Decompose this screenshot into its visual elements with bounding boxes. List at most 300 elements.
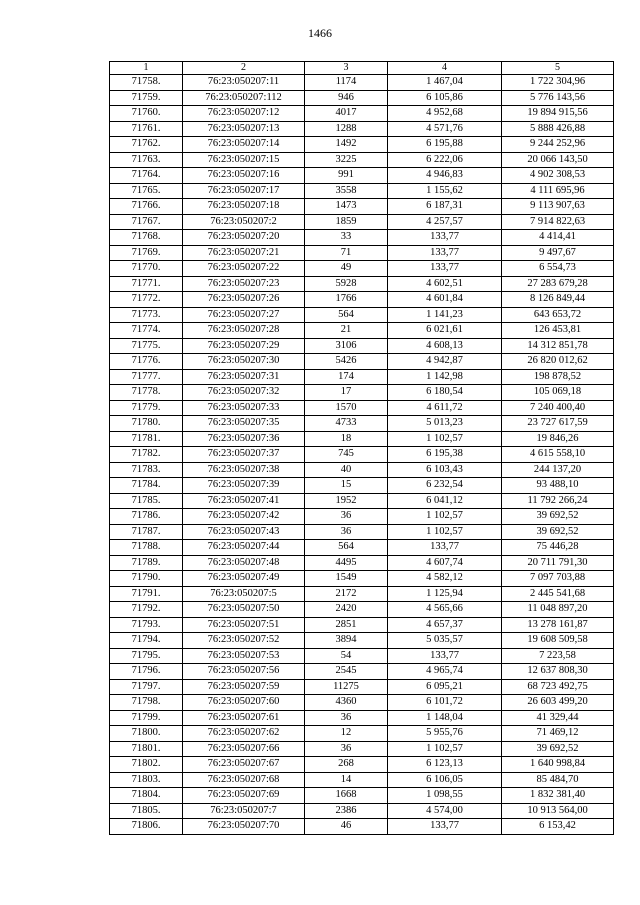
row-number-cell: 71768.: [110, 230, 183, 246]
area-cell: 71: [305, 245, 388, 261]
area-cell: 11275: [305, 679, 388, 695]
table-row: [110, 555, 614, 571]
table-row: [110, 137, 614, 153]
specific-value-cell: 4 582,12: [388, 571, 502, 587]
table-row: [110, 772, 614, 788]
table-row: [110, 586, 614, 602]
row-number-cell: 71788.: [110, 540, 183, 556]
cadastral-number-cell: 76:23:050207:31: [183, 369, 305, 385]
specific-value-cell: 4 574,00: [388, 803, 502, 819]
table-row: [110, 819, 614, 835]
cadastral-value-cell: 9 497,67: [502, 245, 614, 261]
cadastral-number-cell: 76:23:050207:52: [183, 633, 305, 649]
specific-value-cell: 133,77: [388, 261, 502, 277]
cadastral-number-cell: 76:23:050207:17: [183, 183, 305, 199]
cadastral-number-cell: 76:23:050207:21: [183, 245, 305, 261]
table-row: [110, 757, 614, 773]
area-cell: 1473: [305, 199, 388, 215]
specific-value-cell: 133,77: [388, 540, 502, 556]
cadastral-value-cell: 39 692,52: [502, 741, 614, 757]
table-row: [110, 803, 614, 819]
table-row: [110, 152, 614, 168]
specific-value-cell: 6 095,21: [388, 679, 502, 695]
cadastral-value-cell: 19 608 509,58: [502, 633, 614, 649]
row-number-cell: 71780.: [110, 416, 183, 432]
row-number-cell: 71758.: [110, 75, 183, 91]
area-cell: 40: [305, 462, 388, 478]
cadastral-value-cell: 7 240 400,40: [502, 400, 614, 416]
column-header-2: 2: [183, 62, 305, 75]
cadastral-number-cell: 76:23:050207:7: [183, 803, 305, 819]
cadastral-value-cell: 23 727 617,59: [502, 416, 614, 432]
cadastral-value-cell: 6 153,42: [502, 819, 614, 835]
specific-value-cell: 4 601,84: [388, 292, 502, 308]
area-cell: 4017: [305, 106, 388, 122]
row-number-cell: 71794.: [110, 633, 183, 649]
table-row: [110, 710, 614, 726]
table-row: [110, 509, 614, 525]
table-row: [110, 338, 614, 354]
specific-value-cell: 4 608,13: [388, 338, 502, 354]
row-number-cell: 71770.: [110, 261, 183, 277]
cadastral-value-cell: 7 914 822,63: [502, 214, 614, 230]
cadastral-number-cell: 76:23:050207:22: [183, 261, 305, 277]
specific-value-cell: 133,77: [388, 648, 502, 664]
area-cell: 2172: [305, 586, 388, 602]
cadastral-value-cell: 26 820 012,62: [502, 354, 614, 370]
specific-value-cell: 1 125,94: [388, 586, 502, 602]
specific-value-cell: 6 101,72: [388, 695, 502, 711]
row-number-cell: 71779.: [110, 400, 183, 416]
cadastral-value-cell: 7 223,58: [502, 648, 614, 664]
page-number: 1466: [308, 26, 332, 40]
area-cell: 1174: [305, 75, 388, 91]
cadastral-value-cell: 11 048 897,20: [502, 602, 614, 618]
specific-value-cell: 6 195,88: [388, 137, 502, 153]
cadastral-value-cell: 11 792 266,24: [502, 493, 614, 509]
area-cell: 5928: [305, 276, 388, 292]
area-cell: 564: [305, 307, 388, 323]
cadastral-value-cell: 5 776 143,56: [502, 90, 614, 106]
table-row: [110, 323, 614, 339]
specific-value-cell: 1 155,62: [388, 183, 502, 199]
cadastral-value-cell: 4 902 308,53: [502, 168, 614, 184]
table-row: [110, 524, 614, 540]
cadastral-number-cell: 76:23:050207:70: [183, 819, 305, 835]
cadastral-value-cell: 12 637 808,30: [502, 664, 614, 680]
area-cell: 4360: [305, 695, 388, 711]
cadastral-number-cell: 76:23:050207:20: [183, 230, 305, 246]
area-cell: 1492: [305, 137, 388, 153]
table-row: [110, 75, 614, 91]
area-cell: 2851: [305, 617, 388, 633]
table-body: [110, 75, 614, 835]
specific-value-cell: 4 602,51: [388, 276, 502, 292]
cadastral-number-cell: 76:23:050207:49: [183, 571, 305, 587]
cadastral-value-cell: 26 603 499,20: [502, 695, 614, 711]
table-row: [110, 493, 614, 509]
table-row: [110, 276, 614, 292]
area-cell: 4495: [305, 555, 388, 571]
cadastral-value-cell: 68 723 492,75: [502, 679, 614, 695]
cadastral-number-cell: 76:23:050207:41: [183, 493, 305, 509]
area-cell: 3225: [305, 152, 388, 168]
area-cell: 2420: [305, 602, 388, 618]
cadastral-value-cell: 244 137,20: [502, 462, 614, 478]
specific-value-cell: 4 965,74: [388, 664, 502, 680]
specific-value-cell: 4 611,72: [388, 400, 502, 416]
area-cell: 36: [305, 741, 388, 757]
table-row: [110, 617, 614, 633]
cadastral-value-cell: 4 414,41: [502, 230, 614, 246]
cadastral-number-cell: 76:23:050207:38: [183, 462, 305, 478]
row-number-cell: 71796.: [110, 664, 183, 680]
row-number-cell: 71761.: [110, 121, 183, 137]
cadastral-value-cell: 8 126 849,44: [502, 292, 614, 308]
cadastral-value-cell: 105 069,18: [502, 385, 614, 401]
row-number-cell: 71795.: [110, 648, 183, 664]
area-cell: 268: [305, 757, 388, 773]
cadastral-value-cell: 1 832 381,40: [502, 788, 614, 804]
row-number-cell: 71785.: [110, 493, 183, 509]
row-number-cell: 71769.: [110, 245, 183, 261]
specific-value-cell: 6 187,31: [388, 199, 502, 215]
row-number-cell: 71800.: [110, 726, 183, 742]
specific-value-cell: 6 021,61: [388, 323, 502, 339]
cadastral-number-cell: 76:23:050207:15: [183, 152, 305, 168]
row-number-cell: 71806.: [110, 819, 183, 835]
cadastral-number-cell: 76:23:050207:51: [183, 617, 305, 633]
cadastral-number-cell: 76:23:050207:5: [183, 586, 305, 602]
area-cell: 12: [305, 726, 388, 742]
cadastral-number-cell: 76:23:050207:61: [183, 710, 305, 726]
table-row: [110, 726, 614, 742]
area-cell: 3894: [305, 633, 388, 649]
specific-value-cell: 5 013,23: [388, 416, 502, 432]
row-number-cell: 71771.: [110, 276, 183, 292]
row-number-cell: 71782.: [110, 447, 183, 463]
specific-value-cell: 1 098,55: [388, 788, 502, 804]
row-number-cell: 71775.: [110, 338, 183, 354]
row-number-cell: 71760.: [110, 106, 183, 122]
cadastral-number-cell: 76:23:050207:43: [183, 524, 305, 540]
row-number-cell: 71803.: [110, 772, 183, 788]
cadastral-number-cell: 76:23:050207:18: [183, 199, 305, 215]
area-cell: 36: [305, 710, 388, 726]
cadastral-value-cell: 27 283 679,28: [502, 276, 614, 292]
cadastral-value-cell: 13 278 161,87: [502, 617, 614, 633]
cadastral-value-cell: 4 111 695,96: [502, 183, 614, 199]
cadastral-number-cell: 76:23:050207:33: [183, 400, 305, 416]
table-row: [110, 602, 614, 618]
area-cell: 2386: [305, 803, 388, 819]
table-row: [110, 679, 614, 695]
table-row: [110, 261, 614, 277]
cadastral-number-cell: 76:23:050207:2: [183, 214, 305, 230]
row-number-cell: 71792.: [110, 602, 183, 618]
table-row: [110, 245, 614, 261]
cadastral-number-cell: 76:23:050207:60: [183, 695, 305, 711]
specific-value-cell: 1 102,57: [388, 524, 502, 540]
cadastral-number-cell: 76:23:050207:56: [183, 664, 305, 680]
area-cell: 3558: [305, 183, 388, 199]
table-row: [110, 369, 614, 385]
table-row: [110, 106, 614, 122]
cadastral-value-cell: 93 488,10: [502, 478, 614, 494]
area-cell: 15: [305, 478, 388, 494]
table-row: [110, 354, 614, 370]
row-number-cell: 71801.: [110, 741, 183, 757]
cadastral-number-cell: 76:23:050207:13: [183, 121, 305, 137]
specific-value-cell: 1 102,57: [388, 509, 502, 525]
specific-value-cell: 6 103,43: [388, 462, 502, 478]
cadastral-number-cell: 76:23:050207:67: [183, 757, 305, 773]
row-number-cell: 71798.: [110, 695, 183, 711]
table-row: [110, 307, 614, 323]
cadastral-number-cell: 76:23:050207:35: [183, 416, 305, 432]
cadastral-value-cell: 9 244 252,96: [502, 137, 614, 153]
cadastral-number-cell: 76:23:050207:30: [183, 354, 305, 370]
table-row: [110, 183, 614, 199]
table-row: [110, 230, 614, 246]
row-number-cell: 71773.: [110, 307, 183, 323]
cadastral-number-cell: 76:23:050207:27: [183, 307, 305, 323]
table-header-row: [110, 62, 614, 75]
row-number-cell: 71789.: [110, 555, 183, 571]
table-row: [110, 121, 614, 137]
area-cell: 36: [305, 509, 388, 525]
table-row: [110, 168, 614, 184]
row-number-cell: 71776.: [110, 354, 183, 370]
area-cell: 1549: [305, 571, 388, 587]
cadastral-value-cell: 1 722 304,96: [502, 75, 614, 91]
row-number-cell: 71763.: [110, 152, 183, 168]
cadastral-value-cell: 198 878,52: [502, 369, 614, 385]
cadastral-value-cell: 7 097 703,88: [502, 571, 614, 587]
cadastral-value-cell: 75 446,28: [502, 540, 614, 556]
area-cell: 946: [305, 90, 388, 106]
row-number-cell: 71799.: [110, 710, 183, 726]
column-header-5: 5: [502, 62, 614, 75]
area-cell: 1570: [305, 400, 388, 416]
cadastral-number-cell: 76:23:050207:48: [183, 555, 305, 571]
area-cell: 991: [305, 168, 388, 184]
cadastral-number-cell: 76:23:050207:32: [183, 385, 305, 401]
area-cell: 18: [305, 431, 388, 447]
specific-value-cell: 133,77: [388, 819, 502, 835]
cadastral-number-cell: 76:23:050207:26: [183, 292, 305, 308]
table-row: [110, 292, 614, 308]
cadastral-value-cell: 2 445 541,68: [502, 586, 614, 602]
cadastral-number-cell: 76:23:050207:50: [183, 602, 305, 618]
specific-value-cell: 4 257,57: [388, 214, 502, 230]
specific-value-cell: 6 195,38: [388, 447, 502, 463]
specific-value-cell: 4 571,76: [388, 121, 502, 137]
row-number-cell: 71766.: [110, 199, 183, 215]
area-cell: 1952: [305, 493, 388, 509]
area-cell: 3106: [305, 338, 388, 354]
specific-value-cell: 5 955,76: [388, 726, 502, 742]
row-number-cell: 71759.: [110, 90, 183, 106]
cadastral-number-cell: 76:23:050207:23: [183, 276, 305, 292]
row-number-cell: 71772.: [110, 292, 183, 308]
table-row: [110, 633, 614, 649]
specific-value-cell: 4 657,37: [388, 617, 502, 633]
table-row: [110, 416, 614, 432]
specific-value-cell: 6 123,13: [388, 757, 502, 773]
cadastral-number-cell: 76:23:050207:39: [183, 478, 305, 494]
row-number-cell: 71791.: [110, 586, 183, 602]
area-cell: 174: [305, 369, 388, 385]
table-row: [110, 447, 614, 463]
table-row: [110, 214, 614, 230]
specific-value-cell: 4 946,83: [388, 168, 502, 184]
cadastral-value-cell: 6 554,73: [502, 261, 614, 277]
table-row: [110, 695, 614, 711]
area-cell: 14: [305, 772, 388, 788]
specific-value-cell: 6 180,54: [388, 385, 502, 401]
specific-value-cell: 6 041,12: [388, 493, 502, 509]
table-row: [110, 400, 614, 416]
specific-value-cell: 1 467,04: [388, 75, 502, 91]
cadastral-number-cell: 76:23:050207:112: [183, 90, 305, 106]
cadastral-number-cell: 76:23:050207:37: [183, 447, 305, 463]
specific-value-cell: 4 565,66: [388, 602, 502, 618]
area-cell: 4733: [305, 416, 388, 432]
area-cell: 1766: [305, 292, 388, 308]
column-header-1: 1: [110, 62, 183, 75]
row-number-cell: 71805.: [110, 803, 183, 819]
specific-value-cell: 4 607,74: [388, 555, 502, 571]
area-cell: 54: [305, 648, 388, 664]
specific-value-cell: 1 148,04: [388, 710, 502, 726]
specific-value-cell: 133,77: [388, 245, 502, 261]
cadastral-value-cell: 85 484,70: [502, 772, 614, 788]
table-row: [110, 462, 614, 478]
table-row: [110, 199, 614, 215]
table-row: [110, 478, 614, 494]
area-cell: 5426: [305, 354, 388, 370]
column-header-3: 3: [305, 62, 388, 75]
cadastral-value-cell: 643 653,72: [502, 307, 614, 323]
area-cell: 36: [305, 524, 388, 540]
specific-value-cell: 1 102,57: [388, 431, 502, 447]
cadastral-value-cell: 39 692,52: [502, 524, 614, 540]
table-row: [110, 385, 614, 401]
row-number-cell: 71783.: [110, 462, 183, 478]
area-cell: 33: [305, 230, 388, 246]
cadastral-number-cell: 76:23:050207:36: [183, 431, 305, 447]
table-row: [110, 571, 614, 587]
cadastral-value-cell: 41 329,44: [502, 710, 614, 726]
cadastral-number-cell: 76:23:050207:14: [183, 137, 305, 153]
row-number-cell: 71793.: [110, 617, 183, 633]
cadastral-value-cell: 4 615 558,10: [502, 447, 614, 463]
cadastral-number-cell: 76:23:050207:42: [183, 509, 305, 525]
cadastral-value-cell: 39 692,52: [502, 509, 614, 525]
cadastral-number-cell: 76:23:050207:53: [183, 648, 305, 664]
area-cell: 1288: [305, 121, 388, 137]
row-number-cell: 71767.: [110, 214, 183, 230]
area-cell: 1668: [305, 788, 388, 804]
row-number-cell: 71802.: [110, 757, 183, 773]
row-number-cell: 71784.: [110, 478, 183, 494]
cadastral-number-cell: 76:23:050207:29: [183, 338, 305, 354]
registry-table: [109, 61, 614, 835]
cadastral-number-cell: 76:23:050207:69: [183, 788, 305, 804]
cadastral-number-cell: 76:23:050207:62: [183, 726, 305, 742]
cadastral-value-cell: 5 888 426,88: [502, 121, 614, 137]
cadastral-number-cell: 76:23:050207:44: [183, 540, 305, 556]
area-cell: 564: [305, 540, 388, 556]
specific-value-cell: 4 942,87: [388, 354, 502, 370]
area-cell: 1859: [305, 214, 388, 230]
row-number-cell: 71777.: [110, 369, 183, 385]
cadastral-value-cell: 71 469,12: [502, 726, 614, 742]
row-number-cell: 71804.: [110, 788, 183, 804]
table-row: [110, 431, 614, 447]
row-number-cell: 71764.: [110, 168, 183, 184]
cadastral-value-cell: 19 846,26: [502, 431, 614, 447]
table-row: [110, 664, 614, 680]
table-row: [110, 540, 614, 556]
specific-value-cell: 4 952,68: [388, 106, 502, 122]
table-row: [110, 741, 614, 757]
cadastral-number-cell: 76:23:050207:68: [183, 772, 305, 788]
cadastral-value-cell: 126 453,81: [502, 323, 614, 339]
row-number-cell: 71774.: [110, 323, 183, 339]
cadastral-number-cell: 76:23:050207:16: [183, 168, 305, 184]
area-cell: 2545: [305, 664, 388, 680]
cadastral-value-cell: 1 640 998,84: [502, 757, 614, 773]
specific-value-cell: 133,77: [388, 230, 502, 246]
specific-value-cell: 1 102,57: [388, 741, 502, 757]
row-number-cell: 71786.: [110, 509, 183, 525]
row-number-cell: 71790.: [110, 571, 183, 587]
cadastral-value-cell: 14 312 851,78: [502, 338, 614, 354]
cadastral-value-cell: 20 711 791,30: [502, 555, 614, 571]
specific-value-cell: 6 106,05: [388, 772, 502, 788]
cadastral-value-cell: 20 066 143,50: [502, 152, 614, 168]
area-cell: 21: [305, 323, 388, 339]
row-number-cell: 71765.: [110, 183, 183, 199]
area-cell: 745: [305, 447, 388, 463]
specific-value-cell: 6 222,06: [388, 152, 502, 168]
cadastral-number-cell: 76:23:050207:28: [183, 323, 305, 339]
cadastral-value-cell: 19 894 915,56: [502, 106, 614, 122]
cadastral-value-cell: 10 913 564,00: [502, 803, 614, 819]
area-cell: 17: [305, 385, 388, 401]
cadastral-number-cell: 76:23:050207:12: [183, 106, 305, 122]
row-number-cell: 71797.: [110, 679, 183, 695]
row-number-cell: 71781.: [110, 431, 183, 447]
table-row: [110, 648, 614, 664]
specific-value-cell: 1 142,98: [388, 369, 502, 385]
table-row: [110, 788, 614, 804]
row-number-cell: 71787.: [110, 524, 183, 540]
area-cell: 49: [305, 261, 388, 277]
cadastral-number-cell: 76:23:050207:11: [183, 75, 305, 91]
cadastral-value-cell: 9 113 907,63: [502, 199, 614, 215]
area-cell: 46: [305, 819, 388, 835]
specific-value-cell: 5 035,57: [388, 633, 502, 649]
row-number-cell: 71762.: [110, 137, 183, 153]
table-row: [110, 90, 614, 106]
specific-value-cell: 6 232,54: [388, 478, 502, 494]
specific-value-cell: 1 141,23: [388, 307, 502, 323]
cadastral-number-cell: 76:23:050207:59: [183, 679, 305, 695]
cadastral-number-cell: 76:23:050207:66: [183, 741, 305, 757]
